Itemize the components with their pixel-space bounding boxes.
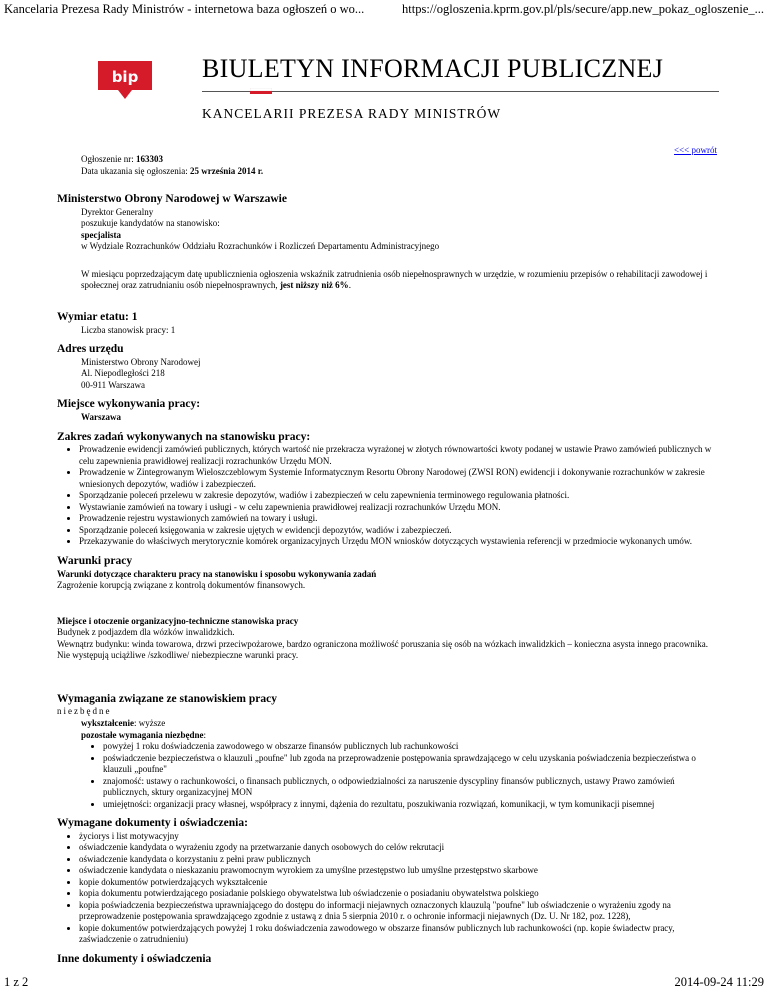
warunki-sub1-title: Warunki dotyczące charakteru pracy na stanowisku i sposobu wykonywania zadań bbox=[57, 568, 377, 579]
list-item: • Wystawianie zamówień na towary i usługi - w celu zapewnienia prawidłowej realizacji rozrachunków Urzędu MON. bbox=[79, 502, 717, 514]
miejsce-heading: Miejsce wykonywania pracy: bbox=[57, 398, 201, 411]
employer-line2: poszukuje kandydatów na stanowisko: bbox=[81, 218, 220, 229]
list-item: • znajomość: ustawy o rachunkowości, o finansach publicznych, o odpowiedzialności za naruszenie dyscypliny finansów publicznych, ustawy Prawo zamówień publicznych, sktury organizacyjnej MON bbox=[103, 776, 717, 799]
zadania-heading: Zakres zadań wykonywanych na stanowisku pracy: bbox=[57, 430, 311, 443]
announcement: <<< powrót Ogłoszenie nr: 163303 Data ukazania się ogłoszenia: 25 września 2014 r. Ministerstwo Obrony Narodowej w Warszawie Dyrektor Generalny poszukuje kandydatów na stanowisko: specjalista w Wydziale Rozrachunków Oddziału Rozrachunków i Rozliczeń Departamentu Administracyjnego W miesiącu poprzedzającym datę upublicznienia ogłoszenia wskaźnik zatrudnienia osób niepełnosprawnych w urzędzie, w rozumieniu przepisów o rehabilitacji zawodowej i społecznej oraz zatrudnianiu osób niepełnosprawnych, jest niższy niż 6%. Wymiar etatu: 1 Liczba stanowisk pracy: 1 Adres urzędu Ministerstwo Obrony Narodowej Al. Niepodległości 218 00-911 Warszawa Miejsce wykonywania pracy: Warszawa Zakres zadań wykonywanych na stanowisku pracy: • Prowadzenie ewidencji zamówień publicznych, których wartość nie przekracza wyrażonej w złotych równowartości kwoty podanej w ustawie Prawo zamówień publicznych w celu zapewnienia prawidłowej realizacji rozrachunków Urzędu MON. • Prowadzenie w Zintegrowanym Wieloszczeblowym Systemie Informatycznym Resortu Obrony Narodowej (ZWSI RON) ewidencji i dokonywanie rozrachunków w zakresie wniesionych depozytów, wadiów i zabezpieczeń. • Sporządzanie poleceń przelewu w zakresie depozytów, wadiów i zabezpieczeń w celu zapewnienia terminowego regulowania płatności. • Wystawianie zamówień na towary i usługi - w celu zapewnienia prawidłowej realizacji rozrachunków Urzędu MON. • Prowadzenie rejestru wystawionych zamówień na towary i usługi. • Sporządzanie poleceń księgowania w zakresie ujętych w ewidencji depozytów, wadiów i zabezpieczeń. • Przekazywanie do właściwych merytorycznie komórek organizacyjnych Urzędu MON wniosków dotyczących wystawienia referencji w przedmiocie wykonanych umów. Warunki pracy Warunki dotyczące charakteru pracy na stanowisku i sposobu wykonywania zadań Zagrożenie korupcją związane z kontrolą dokumentów finansowych. Miejsce i otoczenie organizacyjno-techniczne stanowiska pracy Budynek z podjazdem dla wózków inwalidzkich. Wewnątrz budynku: winda towarowa, drzwi przeciwpożarowe, bardzo ograniczona możliwość poruszania się osób na wózkach inwalidzkich – konieczna asysta innego pracownika. Nie występują uciążliwe /szkodliwe/ niebezpieczne warunki pracy. Wymagania związane ze stanowiskiem pracy niezbędne wykształcenie: wyższe pozostałe wymagania niezbędne: • powyżej 1 roku doświadczenia zawodowego w obszarze finansów publicznych lub rachunkowości • poświadczenie bezpieczeństwa o klauzuli „poufne" lub zgoda na przeprowadzenie postępowania sprawdzającego w celu uzyskania poświadczenia bezpieczeństwa o klauzuli „poufne" • znajomość: ustawy o rachunkowości, o finansach publicznych, o odpowiedzialności za naruszenie dyscypliny finansów publicznych, ustawy Prawo zamówień publicznych, sktury organizacyjnej MON • umiejętności: organizacji pracy własnej, współpracy z innymi, dążenia do rezultatu, poszukiwania rozwiązań, komunikacji, w tym komunikacji pisemnej Wymagane dokumenty i oświadczenia: • życiorys i list motywacyjny • oświadczenie kandydata o wyrażeniu zgody na przetwarzanie danych osobowych do celów rekrutacji • oświadczenie kandydata o korzystaniu z pełni praw publicznych • oświadczenie kandydata o nieskazaniu prawomocnym wyrokiem za umyślne przestępstwo lub umyślne przestępstwo skarbowe • kopie dokumentów potwierdzających wykształcenie • kopia dokumentu potwierdzającego posiadanie polskiego obywatelstwa lub oświadczenie o posiadaniu obywatelstwa polskiego • kopia poświadczenia bezpieczeństwa uprawniającego do dostępu do informacji niejawnych oznaczonych klauzulą "poufne" lub oświadczenie o wyrażeniu zgody na przeprowadzenie postępowania sprawdzającego zgodnie z ustawą z dnia 5 sierpnia 2010 r. o ochronie informacji niejawnych (Dz. U. Nr 182, poz. 1228), • kopie dokumentów potwierdzających powyżej 1 roku doświadczenia zawodowego w obszarze finansów publicznych lub rachunkowości (np. kopie świadectw pracy, zaświadczenie o zatrudnieniu) Inne dokumenty i oświadczenia bbox=[57, 145, 717, 967]
list-item: • kopia poświadczenia bezpieczeństwa uprawniającego do dostępu do informacji niejawnych oznaczonych klauzulą "poufne" lub oświadczenie o wyrażeniu zgody na przeprowadzenie postępowania sprawdzającego zgodnie z ustawą z dnia 5 sierpnia 2010 r. o ochronie informacji niejawnych (Dz. U. Nr 182, poz. 1228), bbox=[79, 900, 717, 923]
employer-name: Ministerstwo Obrony Narodowej w Warszawie bbox=[57, 193, 287, 206]
warunki-sub2-title: Miejsce i otoczenie organizacyjno-techniczne stanowiska pracy bbox=[57, 615, 299, 626]
list-item: • Sporządzanie poleceń przelewu w zakresie depozytów, wadiów i zabezpieczeń w celu zapewnienia terminowego regulowania płatności. bbox=[79, 490, 717, 502]
warunki-sub2-lines: Budynek z podjazdem dla wózków inwalidzkich. Wewnątrz budynku: winda towarowa, drzwi przeciwpożarowe, bardzo ograniczona możliwość poruszania się osób na wózkach inwalidzkich – konieczna asysta innego pracownika. Nie występują uciążliwe /szkodliwe/ niebezpieczne warunki pracy. bbox=[57, 627, 709, 661]
list-item: • Prowadzenie ewidencji zamówień publicznych, których wartość nie przekracza wyrażonej w złotych równowartości kwoty podanej w ustawie Prawo zamówień publicznych w celu zapewnienia prawidłowej realizacji rozrachunków Urzędu MON. bbox=[79, 444, 717, 467]
print-header-title: Kancelaria Prezesa Rady Ministrów - internetowa baza ogłoszeń o wo... bbox=[4, 2, 365, 16]
list-item: • Prowadzenie w Zintegrowanym Wieloszczeblowym Systemie Informatycznym Resortu Obrony Narodowej (ZWSI RON) ewidencji i dokonywanie rozrachunków w zakresie wniesionych depozytów, wadiów i zabezpieczeń. bbox=[79, 467, 717, 490]
print-header-url: https://ogloszenia.kprm.gov.pl/pls/secure/app.new_pokaz_ogloszenie_... bbox=[402, 2, 764, 16]
zadania-list bbox=[57, 444, 717, 548]
employer-line1: Dyrektor Generalny bbox=[81, 206, 154, 217]
miejsce-value: Warszawa bbox=[81, 412, 121, 423]
necessary-label: niezbędne bbox=[57, 706, 112, 717]
print-header bbox=[0, 0, 768, 16]
list-item: • życiorys i list motywacyjny bbox=[79, 831, 717, 843]
wymagania-heading: Wymagania związane ze stanowiskiem pracy bbox=[57, 692, 277, 705]
list-item: • oświadczenie kandydata o korzystaniu z pełni praw publicznych bbox=[79, 854, 717, 866]
print-datetime: 2014-09-24 11:29 bbox=[674, 975, 764, 989]
inne-heading: Inne dokumenty i oświadczenia bbox=[57, 952, 212, 965]
employer-details bbox=[81, 207, 717, 253]
wymiar-text: Liczba stanowisk pracy: 1 bbox=[81, 324, 176, 335]
dokumenty-heading: Wymagane dokumenty i oświadczenia: bbox=[57, 817, 248, 830]
warunki-sub1-text: Zagrożenie korupcją związane z kontrolą dokumentów finansowych. bbox=[57, 580, 306, 591]
list-item: • umiejętności: organizacji pracy własnej, współpracy z innymi, dążenia do rezultatu, poszukiwania rozwiązań, komunikacji, w tym komunikacji pisemnej bbox=[103, 799, 717, 811]
bip-banner bbox=[0, 48, 768, 128]
other-requirements-label: pozostałe wymagania niezbędne bbox=[81, 729, 204, 740]
list-item: • Sporządzanie poleceń księgowania w zakresie ujętych w ewidencji depozytów, wadiów i zabezpieczeń. bbox=[79, 525, 717, 537]
warunki-heading: Warunki pracy bbox=[57, 554, 133, 567]
nr-label: Ogłoszenie nr: bbox=[81, 154, 136, 164]
list-item: • kopia dokumentu potwierdzającego posiadanie polskiego obywatelstwa lub oświadczenie o posiadaniu obywatelstwa polskiego bbox=[79, 888, 717, 900]
print-footer bbox=[0, 974, 768, 990]
list-item: • Prowadzenie rejestru wystawionych zamówień na towary i usługi. bbox=[79, 513, 717, 525]
announcement-meta bbox=[81, 154, 717, 177]
dokumenty-list bbox=[57, 831, 717, 946]
position-name: specjalista bbox=[81, 229, 121, 240]
requirements-list bbox=[57, 741, 717, 810]
banner-subtitle: KANCELARII PREZESA RADY MINISTRÓW bbox=[202, 106, 502, 121]
list-item: • oświadczenie kandydata o wyrażeniu zgody na przetwarzanie danych osobowych do celów rekrutacji bbox=[79, 842, 717, 854]
svg-text:bip: bip bbox=[111, 68, 139, 86]
adres-heading: Adres urzędu bbox=[57, 343, 124, 356]
bip-logo-icon bbox=[96, 60, 154, 100]
back-link[interactable]: <<< powrót bbox=[674, 145, 717, 155]
adres-lines: Ministerstwo Obrony Narodowej Al. Niepodległości 218 00-911 Warszawa bbox=[81, 356, 201, 390]
page-number: 1 z 2 bbox=[4, 975, 29, 989]
wymiar-heading: Wymiar etatu: 1 bbox=[57, 310, 138, 323]
education-value: : wyższe bbox=[134, 717, 166, 728]
flag-icon bbox=[250, 88, 272, 94]
nr-value: 163303 bbox=[135, 154, 163, 164]
banner-title: BIULETYN INFORMACJI PUBLICZNEJ bbox=[202, 54, 664, 83]
list-item: • Przekazywanie do właściwych merytorycznie komórek organizacyjnych Urzędu MON wniosków dotyczących wystawienia referencji w przedmiocie wykonanych umów. bbox=[79, 536, 717, 548]
list-item: • oświadczenie kandydata o nieskazaniu prawomocnym wyrokiem za umyślne przestępstwo lub umyślne przestępstwo skarbowe bbox=[79, 865, 717, 877]
list-item: • poświadczenie bezpieczeństwa o klauzuli „poufne" lub zgoda na przeprowadzenie postępowania sprawdzającego w celu uzyskania poświadczenia bezpieczeństwa o klauzuli „poufne" bbox=[103, 753, 717, 776]
employment-notice: W miesiącu poprzedzającym datę upublicznienia ogłoszenia wskaźnik zatrudnienia osób niepełnosprawnych w urzędzie, w rozumieniu przepisów o rehabilitacji zawodowej i społecznej oraz zatrudnianiu osób niepełnosprawnych, jest niższy niż 6%. bbox=[81, 268, 708, 291]
department: w Wydziale Rozrachunków Oddziału Rozrachunków i Rozliczeń Departamentu Administracyjnego bbox=[81, 241, 440, 252]
date-label: Data ukazania się ogłoszenia: bbox=[81, 165, 190, 176]
list-item: • powyżej 1 roku doświadczenia zawodowego w obszarze finansów publicznych lub rachunkowości bbox=[103, 741, 717, 753]
banner-divider bbox=[202, 91, 719, 92]
date-value: 25 września 2014 r. bbox=[189, 165, 264, 176]
list-item: • kopie dokumentów potwierdzających powyżej 1 roku doświadczenia zawodowego w obszarze finansów publicznych lub rachunkowości (np. kopie świadectw pracy, zaświadczenie o zatrudnieniu) bbox=[79, 923, 717, 946]
list-item: • kopie dokumentów potwierdzających wykształcenie bbox=[79, 877, 717, 889]
education-label: wykształcenie bbox=[81, 717, 134, 728]
